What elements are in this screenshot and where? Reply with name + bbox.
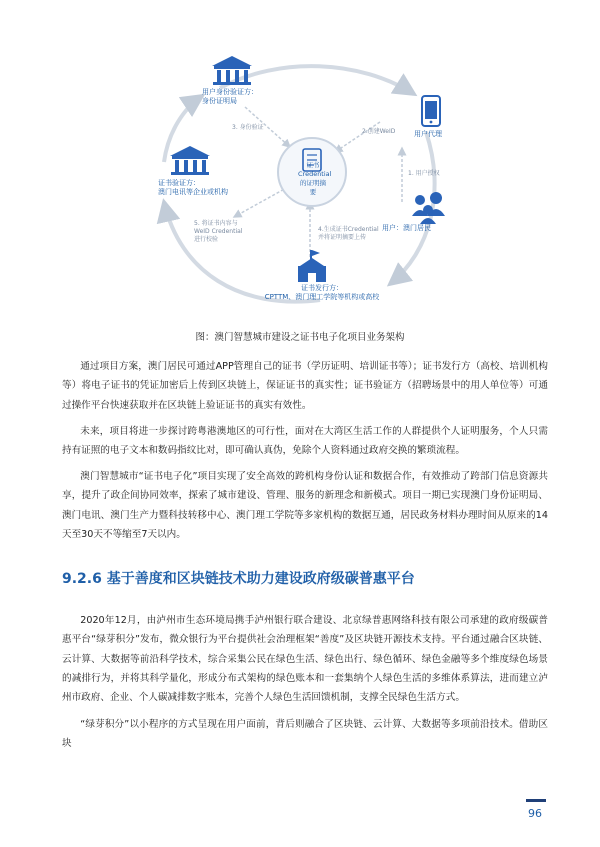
edge-user-auth-label: 1. 用户授权: [408, 170, 440, 177]
identity-verifier-label: 用户身份验证方： 身份证明局: [202, 88, 258, 105]
page-number-bar: [526, 799, 546, 802]
school-icon: [298, 250, 326, 282]
flow-verify-credential: [234, 187, 288, 217]
paragraph-5: “绿芽积分”以小程序的方式呈现在用户面前，背后则融合了区块链、云计算、大数据等多项前沿技术。借助区块: [62, 719, 548, 750]
paragraph-4: 2020年12月，由泸州市生态环境局携手泸州银行联合建设、北京绿普惠网络科技有限公司承建的政府级碳普惠平台“绿芽积分”发布，微众银行为平台提供社会治理框架“善度”及区块链开源技术支持。平台通过融合区块链、云计算、大数据等前沿科学技术，综合采集公民在绿色生活、绿色出行、绿色循环、绿色金融等多个维度绿色场景的减排行为，并将其科学量化，形成分布式架构的绿色账本和一套集纳个人绿色生活的多维体系算法，进而建立泸州市政府、企业、个人碳减排数字账本，完善个人绿色生活回馈机制，支撑全民绿色生活方式。: [62, 615, 548, 704]
center-label: 证书Credential 的证明摘要: [298, 161, 332, 196]
paragraph-2: 未来，项目将进一步探讨跨粤港澳地区的可行性，面对在大湾区生活工作的人群提供个人证明服务，个人只需持有证照的电子文本和数码指纹比对，即可确认真伪，免除个人资料通过政府交换的繁琐流程。: [62, 426, 548, 457]
issuer-label: 证书发行方： CPTTM、澳门理工学院等机构或高校: [264, 284, 380, 301]
edge-upload-digest-label: 4.生成证书Credential 并将证明摘要上传: [318, 226, 379, 241]
user-agent-label: 用户代理: [414, 130, 442, 138]
business-architecture-diagram: [150, 52, 450, 314]
section-number: 9.2.6: [62, 571, 102, 587]
section-title: 基于善度和区块链技术助力建设政府级碳普惠平台: [106, 571, 415, 587]
bank-icon-credential-verifier: [170, 146, 210, 175]
credential-verifier-label: 证书验证方： 澳门电讯等企业或机构: [158, 179, 228, 196]
figure-caption: 图：澳门智慧城市建设之证书电子化项目业务架构: [195, 332, 405, 343]
page-number: 96: [528, 807, 542, 820]
phone-icon: [422, 96, 440, 126]
people-icon: [412, 192, 445, 224]
edge-verify-credential-label: 5. 将证书内容与 WeID Credential 进行校验: [194, 220, 243, 243]
paragraph-3: 澳门智慧城市“证书电子化”项目实现了安全高效的跨机构身份认证和数据合作，有效推动了跨部门信息资源共享，提升了政企间协同效率，探索了城市建设、管理、服务的新理念和新模式。项目一期已实现澳门身份证明局、澳门电讯、澳门生产力暨科技转移中心、澳门理工学院等多家机构的数据互通，居民政务材料办理时间从原来的14天至30天不等缩至7天以内。: [62, 471, 548, 540]
edge-create-weid-label: 2.创建WeID: [362, 128, 396, 135]
paragraph-1: 通过项目方案，澳门居民可通过APP管理自己的证书（学历证明、培训证书等）；证书发行方（高校、培训机构等）将电子证书的凭证加密后上传到区块链上，保证证书的真实性；证书验证方（招聘场景中的用人单位等）可通过操作平台快速获取并在区块链上验证证书的真实有效性。: [62, 361, 548, 411]
edge-identity-verify-label: 3. 身份验证: [232, 124, 264, 131]
resident-label: 用户：澳门居民: [382, 224, 431, 232]
section-heading: [62, 568, 415, 588]
flow-create-weid: [335, 122, 380, 152]
